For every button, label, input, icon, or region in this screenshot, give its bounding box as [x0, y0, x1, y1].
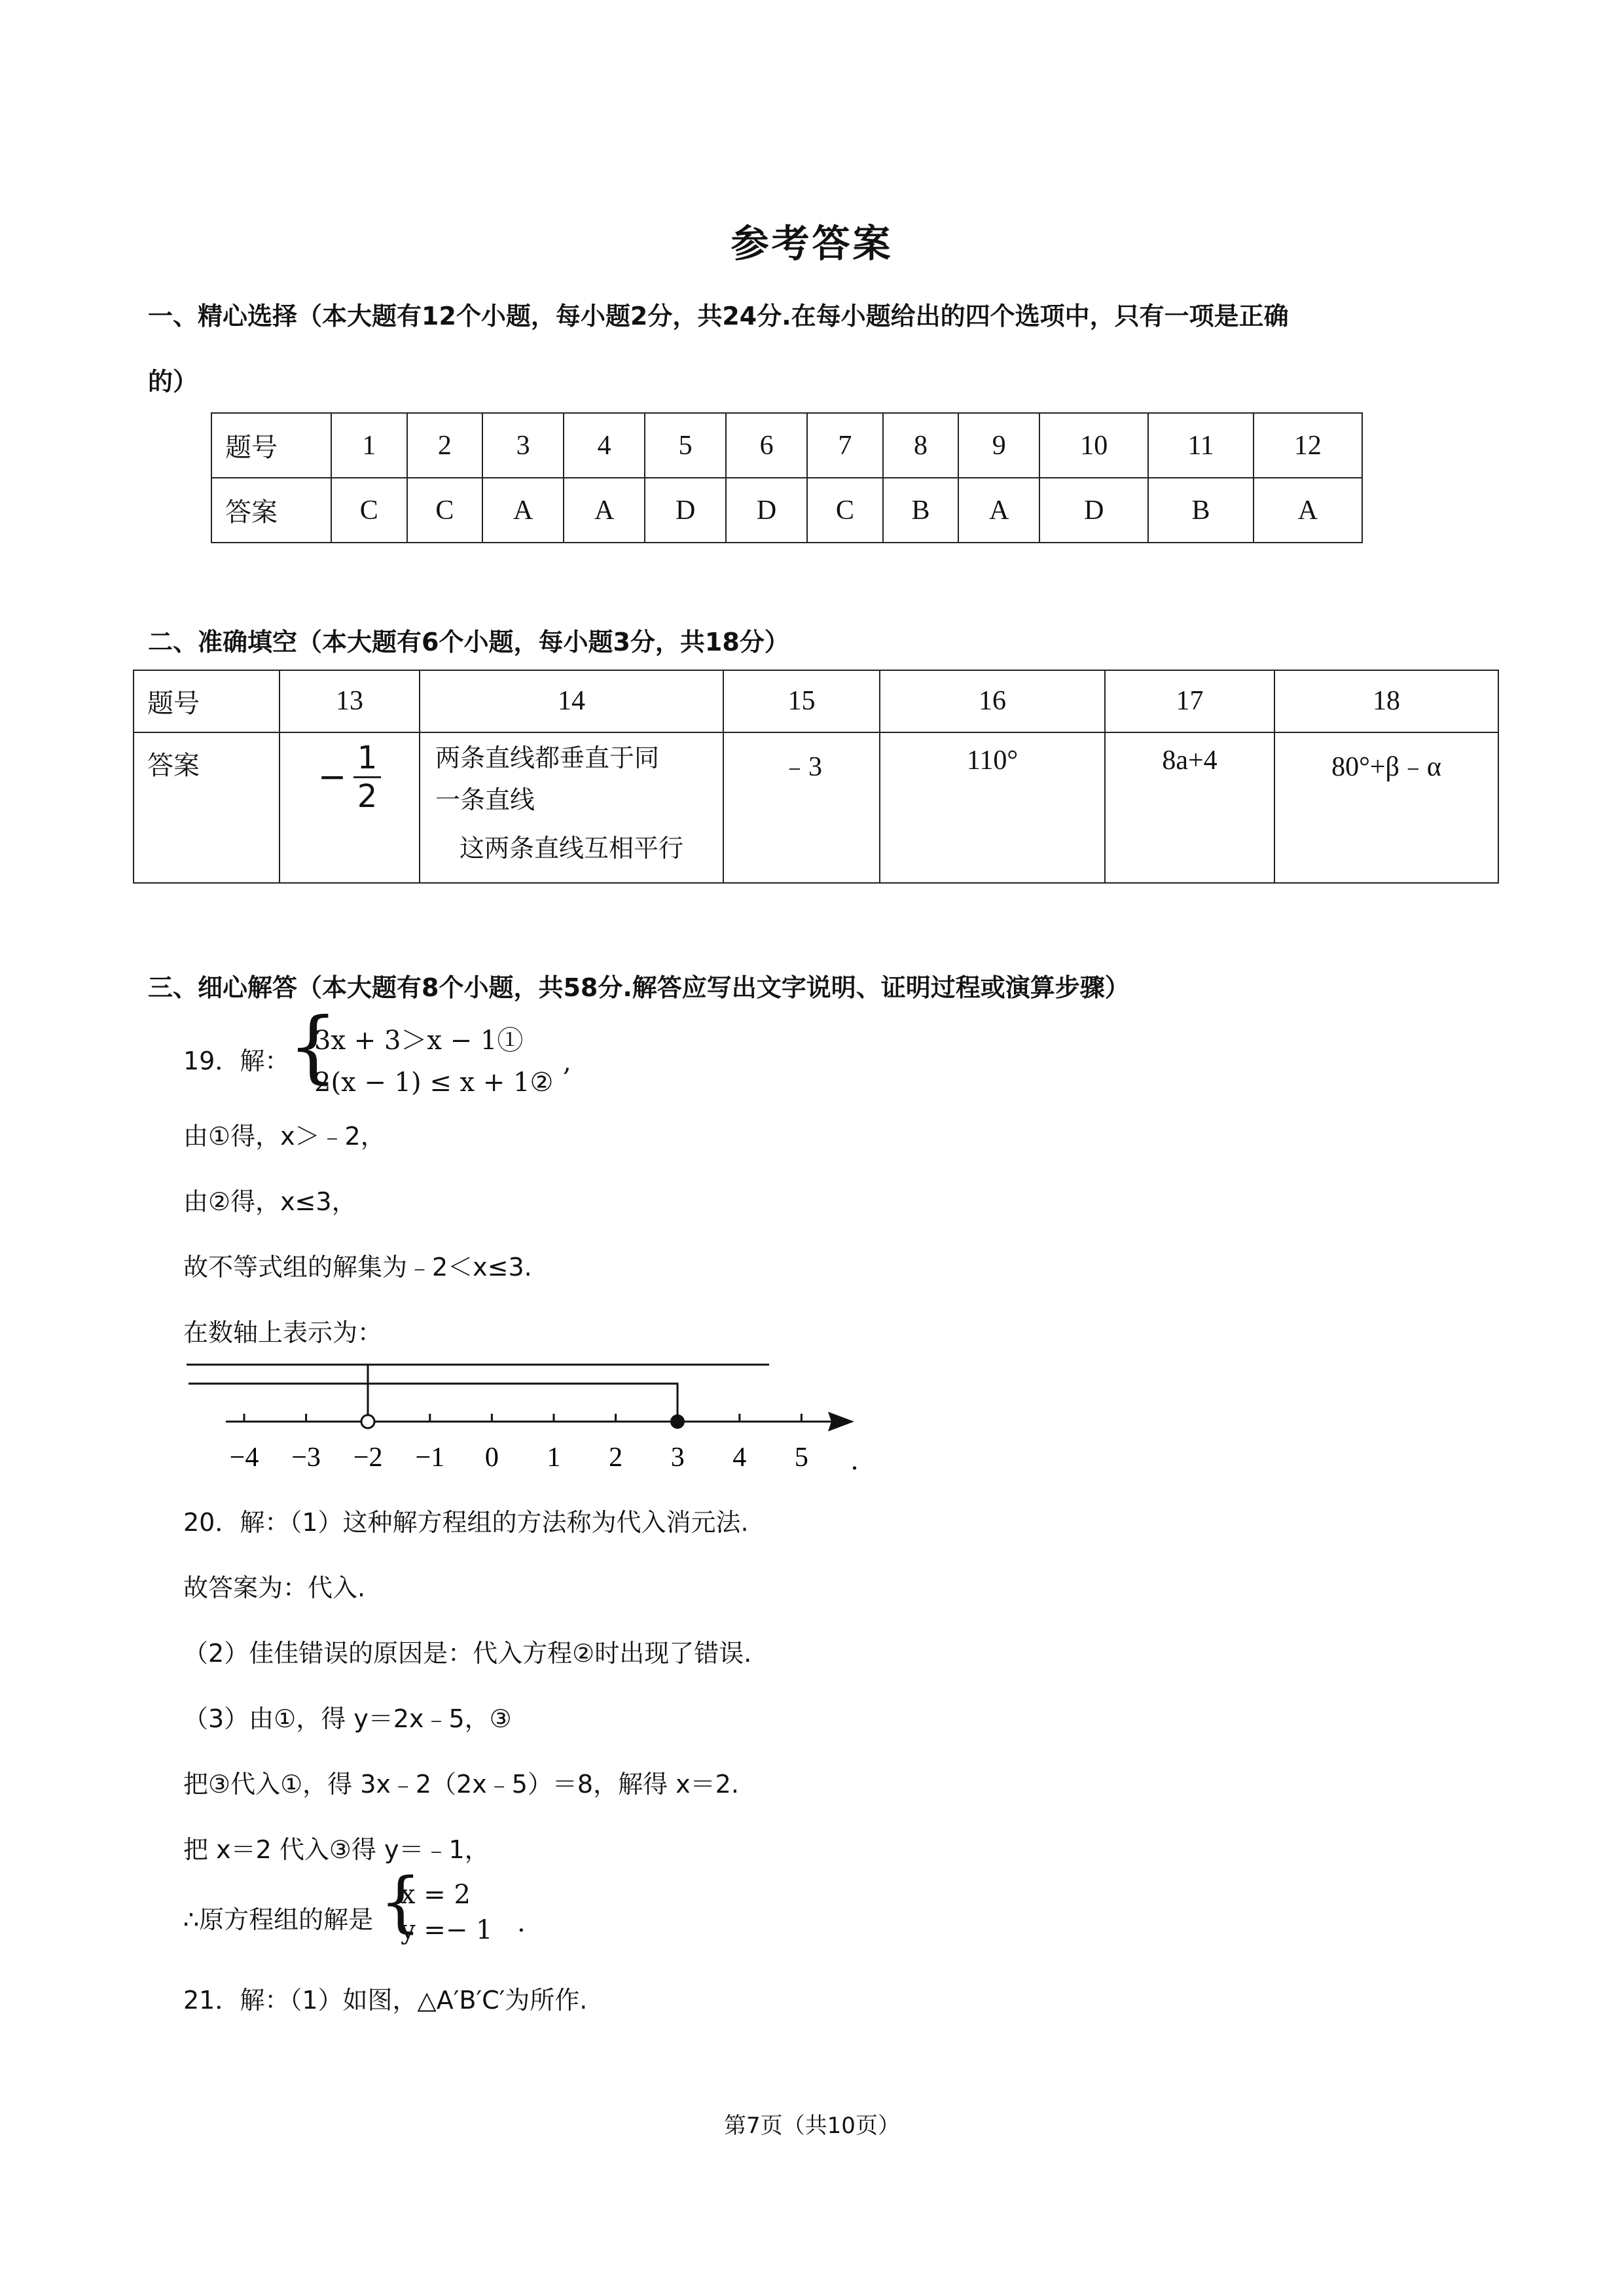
table-cell: 10	[1039, 413, 1148, 478]
axis-tick-label: −2	[353, 1443, 383, 1473]
table-row	[211, 413, 1362, 478]
axis-tick-label: 4	[732, 1443, 747, 1473]
answer-16: 110°	[880, 732, 1105, 883]
row-label: 题号	[211, 413, 331, 478]
q19-line: 由①得，x＞﹣2，	[183, 1122, 386, 1151]
q20-solution-eq2: y =− 1	[401, 1915, 493, 1945]
table-cell: 18	[1274, 670, 1498, 732]
q20-line: 把③代入①，得 3x﹣2（2x﹣5）＝8，解得 x＝2.	[183, 1770, 739, 1799]
table-cell: 14	[420, 670, 723, 732]
table-cell: A	[564, 478, 645, 543]
system-brace: {	[288, 1001, 338, 1092]
page-title: 参考答案	[731, 221, 893, 266]
q20-solution-eq1: x = 2	[401, 1880, 471, 1910]
answer-14-line: 这两条直线互相平行	[459, 834, 683, 863]
q20-line: （2）佳佳错误的原因是：代入方程②时出现了错误.	[183, 1639, 752, 1668]
row-label: 答案	[134, 732, 280, 883]
closed-endpoint	[670, 1414, 685, 1429]
table-cell: 13	[280, 670, 420, 732]
table-cell: 11	[1148, 413, 1253, 478]
table-cell: 8	[883, 413, 959, 478]
table-cell: A	[958, 478, 1039, 543]
row-label: 答案	[211, 478, 331, 543]
axis-tick-label: 0	[484, 1443, 499, 1473]
table-cell: 9	[958, 413, 1039, 478]
answer-14-line: 一条直线	[435, 785, 535, 814]
axis-tick-label: 1	[547, 1443, 561, 1473]
q19-comma: ,	[563, 1047, 571, 1077]
q19-line: 故不等式组的解集为﹣2＜x≤3.	[183, 1253, 532, 1282]
section1-heading: 一、精心选择（本大题有12个小题，每小题2分，共24分.在每小题给出的四个选项中，只有一项是正确	[148, 302, 1289, 331]
table-cell: B	[883, 478, 959, 543]
axis-tick-label: 2	[609, 1443, 623, 1473]
q20-solution-end: .	[517, 1908, 526, 1938]
section3-heading: 三、细心解答（本大题有8个小题，共58分.解答应写出文字说明、证明过程或演算步骤）	[148, 973, 1130, 1002]
q20-solution-prefix: ∴原方程组的解是	[183, 1905, 374, 1934]
answer-14	[420, 732, 723, 883]
q21-line: 21．解：（1）如图，△A′B′C′为所作.	[183, 1986, 588, 2015]
minus-sign: −	[317, 757, 347, 797]
number-line	[177, 1355, 897, 1486]
q20-line: 故答案为：代入.	[183, 1573, 366, 1602]
q19-prefix: 19．解：	[183, 1047, 290, 1075]
answer-13	[280, 732, 420, 883]
row-label: 题号	[134, 670, 280, 732]
numerator: 1	[353, 740, 382, 778]
section2-heading: 二、准确填空（本大题有6个小题，每小题3分，共18分）	[148, 628, 789, 656]
table-cell: D	[1039, 478, 1148, 543]
table-cell: D	[645, 478, 726, 543]
q20-line: 20．解：（1）这种解方程组的方法称为代入消元法.	[183, 1508, 749, 1537]
q20-solution-system	[401, 1877, 493, 1948]
axis-tick-label: −3	[291, 1443, 321, 1473]
axis-tick-labels	[230, 1443, 808, 1473]
table-cell: 16	[880, 670, 1105, 732]
table-row	[134, 732, 1498, 883]
table-cell: 4	[564, 413, 645, 478]
table-cell: 17	[1105, 670, 1274, 732]
axis-tick-label: 5	[794, 1443, 808, 1473]
table-cell: C	[331, 478, 407, 543]
q19-system	[314, 1020, 553, 1103]
table-cell: A	[482, 478, 564, 543]
table-cell: D	[726, 478, 807, 543]
table-cell: 5	[645, 413, 726, 478]
axis-arrow	[828, 1412, 854, 1431]
table-cell: 15	[723, 670, 880, 732]
table-cell: 7	[807, 413, 883, 478]
table-cell: 6	[726, 413, 807, 478]
denominator: 2	[357, 778, 378, 815]
page-footer: 第7页（共10页）	[724, 2113, 900, 2139]
q19-eq2: 2(x − 1) ≤ x + 1②	[314, 1067, 554, 1098]
choice-answer-table	[211, 412, 1363, 543]
q20-line: 把 x＝2 代入③得 y＝﹣1，	[183, 1835, 490, 1864]
table-cell: C	[407, 478, 483, 543]
axis-end-period: .	[851, 1444, 858, 1476]
answer-15: ﹣3	[723, 732, 880, 883]
system-brace: {	[380, 1863, 422, 1940]
table-cell: 3	[482, 413, 564, 478]
q19-eq1: 3x + 3＞x − 1①	[314, 1026, 524, 1056]
table-cell: 2	[407, 413, 483, 478]
axis-tick-label: −1	[415, 1443, 445, 1473]
answer-14-line: 两条直线都垂直于同	[435, 744, 660, 772]
solution-bracket-lower	[189, 1384, 677, 1422]
table-cell: B	[1148, 478, 1253, 543]
table-row	[211, 478, 1362, 543]
table-cell: C	[807, 478, 883, 543]
answer-18: 80°+β﹣α	[1274, 732, 1498, 883]
section1-heading-cont: 的）	[148, 367, 198, 396]
fill-answer-table	[133, 670, 1499, 884]
table-cell: 1	[331, 413, 407, 478]
axis-tick-label: −4	[229, 1443, 259, 1473]
table-row	[134, 670, 1498, 732]
axis-ticks	[244, 1414, 801, 1422]
answer-17: 8a+4	[1105, 732, 1274, 883]
table-cell: 12	[1254, 413, 1362, 478]
open-endpoint	[361, 1415, 374, 1428]
q20-line: （3）由①，得 y＝2x﹣5，③	[183, 1704, 512, 1733]
q19-line: 在数轴上表示为：	[183, 1318, 383, 1347]
q19-line: 由②得，x≤3，	[183, 1187, 357, 1216]
fraction	[353, 740, 382, 815]
table-cell: A	[1254, 478, 1362, 543]
axis-tick-label: 3	[670, 1443, 685, 1473]
